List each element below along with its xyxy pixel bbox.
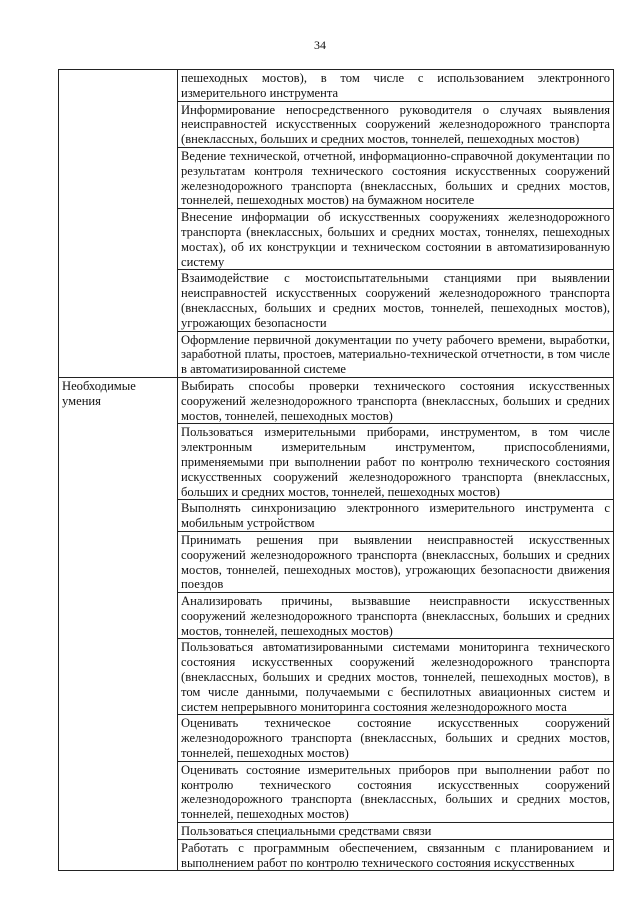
skill-cell: Принимать решения при выявлении неисправностей искусственных сооружений железнодорожного транспорта (внеклассных, больших и средних мостов, тоннелей, пешеходных мостов), угрожающих безопасности движения поездов [178, 531, 614, 592]
table-row [59, 377, 614, 423]
skill-cell: Пользоваться специальными средствами связи [178, 823, 614, 840]
skill-cell: Анализировать причины, вызвавшие неисправности искусственных сооружений железнодорожного транспорта (внеклассных, больших и средних мостов, тоннелей, пешеходных мостов) [178, 593, 614, 639]
skills-label-cell [59, 377, 178, 871]
labor-action-cell: пешеходных мостов), в том числе с использованием электронного измерительного инструмента [178, 70, 614, 102]
labor-action-cell: Взаимодействие с мостоиспытательными станциями при выявлении неисправностей искусственных сооружений железнодорожного транспорта (внеклассных, больших и средних мостов, тоннелей, пешеходных мостов), угрожающих безопасности [178, 270, 614, 331]
table-row [59, 70, 614, 102]
skill-cell: Выбирать способы проверки технического состояния искусственных сооружений железнодорожного транспорта (внеклассных, больших и средних мостов, тоннелей, пешеходных мостов) [178, 377, 614, 423]
skill-cell: Работать с программным обеспечением, связанным с планированием и выполнением работ по контролю технического состояния искусственных [178, 839, 614, 871]
requirements-table [58, 69, 614, 871]
labor-action-cell: Внесение информации об искусственных сооружениях железнодорожного транспорта (внеклассных, больших и средних мостах, тоннелях, пешеходных мостах), об их конструкции и техническом состоянии в автоматизированную систему [178, 209, 614, 270]
skill-cell: Пользоваться автоматизированными системами мониторинга технического состояния искусственных сооружений железнодорожного транспорта (внеклассных, больших и средних мостов, тоннелей, пешеходных мостов), в том числе данными, получаемыми с беспилотных авиационных систем и систем непрерывного мониторинга состояния железнодорожного моста [178, 639, 614, 715]
skill-cell: Оценивать состояние измерительных приборов при выполнении работ по контролю технического состояния искусственных сооружений железнодорожного транспорта (внеклассных, больших и средних мостов, тоннелей, пешеходных мостов) [178, 761, 614, 822]
labor-action-cell: Ведение технической, отчетной, информационно-справочной документации по результатам контроля технического состояния искусственных сооружений железнодорожного транспорта (внеклассных, больших и средних мостов, тоннелей, пешеходных мостов) на бумажном носителе [178, 147, 614, 208]
skill-cell: Оценивать техническое состояние искусственных сооружений железнодорожного транспорта (внеклассных, больших и средних мостов, тоннелей, пешеходных мостов) [178, 715, 614, 761]
skill-cell: Выполнять синхронизацию электронного измерительного инструмента с мобильным устройством [178, 500, 614, 532]
skills-label: Необходимые умения [62, 378, 136, 408]
labor-action-cell: Информирование непосредственного руководителя о случаях выявления неисправностей искусственных сооружений железнодорожного транспорта (внеклассных, больших и средних мостов, тоннелей, пешеходных мостов) [178, 101, 614, 147]
skill-cell: Пользоваться измерительными приборами, инструментом, в том числе электронным измерительным инструментом, приспособлениями, применяемыми при выполнении работ по контролю технического состояния искусственных сооружений железнодорожного транспорта (внеклассных, больших и средних мостов, тоннелей, пешеходных мостов) [178, 424, 614, 500]
page-number: 34 [314, 38, 326, 52]
labor-action-cell: Оформление первичной документации по учету рабочего времени, выработки, заработной платы, простоев, материально-технической отчетности, в том числе в автоматизированной системе [178, 331, 614, 377]
section-label-cell-empty [59, 70, 178, 378]
